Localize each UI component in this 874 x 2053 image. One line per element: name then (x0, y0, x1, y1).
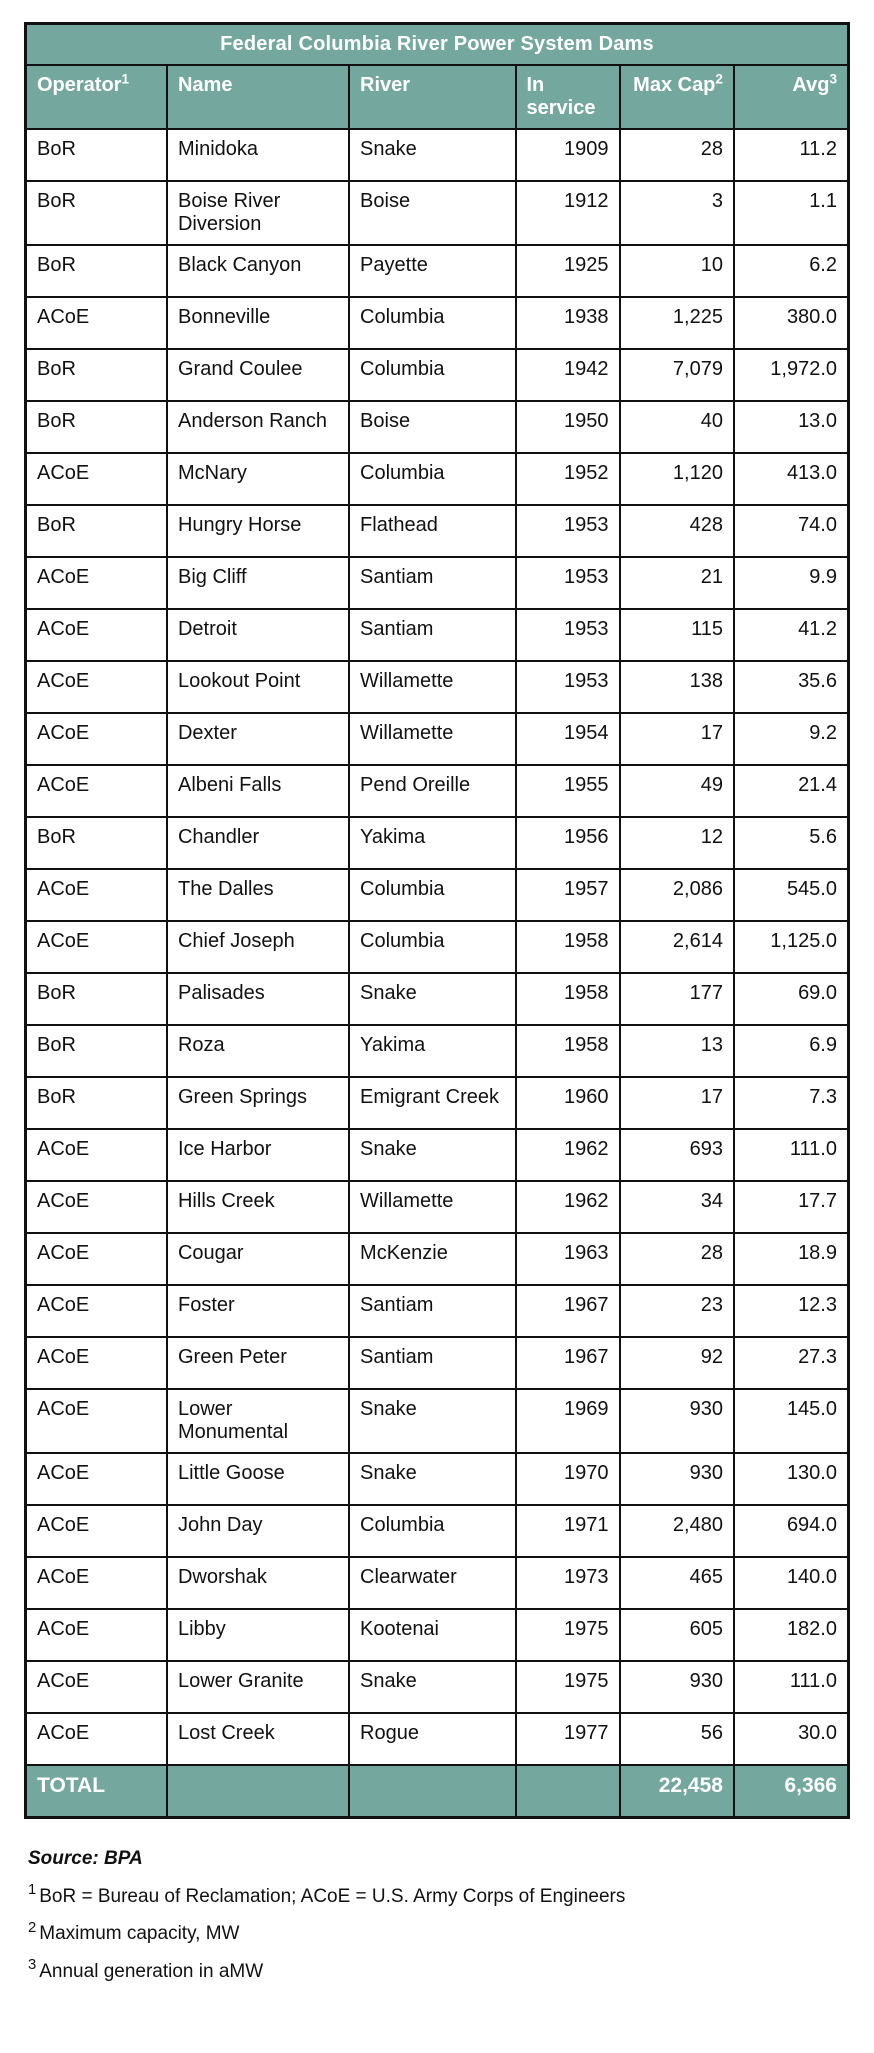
cell-river: Kootenai (349, 1609, 515, 1661)
footnote-1-marker: 1 (28, 1882, 37, 1899)
cell-avg: 182.0 (734, 1609, 849, 1661)
cell-max-cap: 930 (620, 1661, 734, 1713)
cell-max-cap: 56 (620, 1713, 734, 1765)
cell-name: Dworshak (167, 1557, 349, 1609)
cell-max-cap: 428 (620, 505, 734, 557)
cell-name: Roza (167, 1025, 349, 1077)
cell-avg: 1,972.0 (734, 349, 849, 401)
table-body (26, 129, 849, 1818)
cell-avg: 41.2 (734, 609, 849, 661)
cell-name: Hills Creek (167, 1181, 349, 1233)
total-max-cap: 22,458 (620, 1765, 734, 1818)
cell-in-service: 1963 (516, 1233, 620, 1285)
cell-max-cap: 49 (620, 765, 734, 817)
cell-name: Cougar (167, 1233, 349, 1285)
table-row (26, 1337, 849, 1389)
cell-river: Santiam (349, 1337, 515, 1389)
table-row (26, 297, 849, 349)
cell-name: Libby (167, 1609, 349, 1661)
cell-max-cap: 3 (620, 181, 734, 245)
cell-in-service: 1969 (516, 1389, 620, 1453)
cell-operator: ACoE (26, 1389, 167, 1453)
cell-in-service: 1970 (516, 1453, 620, 1505)
column-header-operator (26, 65, 167, 129)
footnote-3 (28, 1958, 850, 1987)
cell-avg: 140.0 (734, 1557, 849, 1609)
column-header-max-cap-label: Max Cap (633, 74, 716, 96)
cell-river: Yakima (349, 1025, 515, 1077)
cell-avg: 12.3 (734, 1285, 849, 1337)
table-title-row (26, 24, 849, 66)
cell-name: Little Goose (167, 1453, 349, 1505)
column-header-max-cap-footnote: 2 (715, 71, 723, 87)
cell-name: Hungry Horse (167, 505, 349, 557)
cell-avg: 13.0 (734, 401, 849, 453)
cell-max-cap: 138 (620, 661, 734, 713)
cell-in-service: 1954 (516, 713, 620, 765)
cell-operator: ACoE (26, 297, 167, 349)
column-header-in-service (516, 65, 620, 129)
cell-max-cap: 2,614 (620, 921, 734, 973)
cell-in-service: 1958 (516, 1025, 620, 1077)
cell-in-service: 1971 (516, 1505, 620, 1557)
cell-operator: BoR (26, 245, 167, 297)
fcrps-dams-table (24, 22, 850, 1819)
cell-operator: BoR (26, 817, 167, 869)
cell-avg: 18.9 (734, 1233, 849, 1285)
column-header-max-cap (620, 65, 734, 129)
column-header-operator-label: Operator (37, 74, 122, 96)
table-row (26, 973, 849, 1025)
table-row (26, 1129, 849, 1181)
cell-name: Bonneville (167, 297, 349, 349)
table-row (26, 1389, 849, 1453)
cell-name: Albeni Falls (167, 765, 349, 817)
cell-in-service: 1952 (516, 453, 620, 505)
cell-in-service: 1958 (516, 921, 620, 973)
cell-max-cap: 12 (620, 817, 734, 869)
cell-river: Snake (349, 973, 515, 1025)
cell-in-service: 1975 (516, 1609, 620, 1661)
cell-in-service: 1950 (516, 401, 620, 453)
cell-operator: ACoE (26, 869, 167, 921)
column-header-avg-label: Avg (792, 74, 830, 96)
table-row (26, 1661, 849, 1713)
cell-operator: ACoE (26, 661, 167, 713)
cell-avg: 11.2 (734, 129, 849, 181)
cell-river: Emigrant Creek (349, 1077, 515, 1129)
cell-name: Minidoka (167, 129, 349, 181)
cell-operator: ACoE (26, 609, 167, 661)
cell-avg: 694.0 (734, 1505, 849, 1557)
footnote-source: Source: BPA (28, 1848, 143, 1869)
table-row (26, 453, 849, 505)
cell-avg: 380.0 (734, 297, 849, 349)
cell-operator: ACoE (26, 1557, 167, 1609)
cell-in-service: 1912 (516, 181, 620, 245)
cell-max-cap: 930 (620, 1453, 734, 1505)
cell-river: Boise (349, 181, 515, 245)
cell-operator: BoR (26, 505, 167, 557)
table-title: Federal Columbia River Power System Dams (26, 24, 849, 66)
cell-max-cap: 2,480 (620, 1505, 734, 1557)
column-header-avg (734, 65, 849, 129)
column-header-river-label: River (360, 74, 411, 96)
cell-name: Lower Granite (167, 1661, 349, 1713)
cell-river: Columbia (349, 297, 515, 349)
cell-operator: ACoE (26, 1661, 167, 1713)
cell-river: Rogue (349, 1713, 515, 1765)
cell-in-service: 1962 (516, 1129, 620, 1181)
cell-name: John Day (167, 1505, 349, 1557)
column-header-avg-footnote: 3 (829, 71, 837, 87)
footnote-2-text: Maximum capacity, MW (39, 1923, 240, 1944)
table-row (26, 1233, 849, 1285)
cell-in-service: 1953 (516, 505, 620, 557)
footnote-3-text: Annual generation in aMW (39, 1960, 264, 1982)
cell-avg: 9.2 (734, 713, 849, 765)
cell-river: Columbia (349, 453, 515, 505)
cell-name: Lost Creek (167, 1713, 349, 1765)
table-row (26, 129, 849, 181)
total-label: TOTAL (26, 1765, 167, 1818)
cell-operator: BoR (26, 1025, 167, 1077)
cell-avg: 130.0 (734, 1453, 849, 1505)
footnote-1-text: BoR = Bureau of Reclamation; ACoE = U.S. Army Corps of Engineers (39, 1885, 626, 1907)
cell-river: Santiam (349, 609, 515, 661)
cell-max-cap: 1,225 (620, 297, 734, 349)
cell-operator: ACoE (26, 1285, 167, 1337)
cell-operator: ACoE (26, 713, 167, 765)
cell-name: Big Cliff (167, 557, 349, 609)
table-row (26, 1713, 849, 1765)
cell-avg: 1,125.0 (734, 921, 849, 973)
table-row (26, 1077, 849, 1129)
table-row (26, 869, 849, 921)
table-row (26, 245, 849, 297)
cell-avg: 1.1 (734, 181, 849, 245)
column-header-river (349, 65, 515, 129)
footnote-2 (28, 1920, 850, 1949)
cell-river: Pend Oreille (349, 765, 515, 817)
cell-avg: 545.0 (734, 869, 849, 921)
cell-avg: 35.6 (734, 661, 849, 713)
cell-operator: BoR (26, 129, 167, 181)
cell-max-cap: 930 (620, 1389, 734, 1453)
cell-river: Snake (349, 1453, 515, 1505)
cell-max-cap: 28 (620, 129, 734, 181)
cell-avg: 5.6 (734, 817, 849, 869)
table-header (26, 24, 849, 130)
cell-max-cap: 40 (620, 401, 734, 453)
cell-river: Columbia (349, 349, 515, 401)
table-row (26, 1453, 849, 1505)
column-header-name-label: Name (177, 74, 233, 96)
cell-name: Ice Harbor (167, 1129, 349, 1181)
table-row (26, 557, 849, 609)
cell-name: Grand Coulee (167, 349, 349, 401)
cell-name: Lookout Point (167, 661, 349, 713)
table-row (26, 921, 849, 973)
table-footnotes (24, 1845, 850, 1986)
cell-river: Willamette (349, 1181, 515, 1233)
cell-name: Palisades (167, 973, 349, 1025)
column-header-operator-footnote: 1 (121, 71, 130, 87)
cell-name: Lower Monumental (167, 1389, 349, 1453)
table-row (26, 661, 849, 713)
cell-max-cap: 17 (620, 713, 734, 765)
footnote-1 (28, 1883, 850, 1912)
cell-max-cap: 13 (620, 1025, 734, 1077)
cell-avg: 27.3 (734, 1337, 849, 1389)
cell-operator: ACoE (26, 1505, 167, 1557)
table-row (26, 505, 849, 557)
cell-river: Santiam (349, 557, 515, 609)
cell-name: Dexter (167, 713, 349, 765)
total-river (349, 1765, 515, 1818)
cell-river: Snake (349, 1661, 515, 1713)
cell-operator: BoR (26, 401, 167, 453)
cell-avg: 413.0 (734, 453, 849, 505)
cell-max-cap: 7,079 (620, 349, 734, 401)
cell-river: Columbia (349, 921, 515, 973)
cell-max-cap: 115 (620, 609, 734, 661)
cell-avg: 111.0 (734, 1129, 849, 1181)
table-row (26, 1609, 849, 1661)
cell-name: Anderson Ranch (167, 401, 349, 453)
cell-operator: BoR (26, 1077, 167, 1129)
cell-river: Willamette (349, 661, 515, 713)
cell-max-cap: 23 (620, 1285, 734, 1337)
cell-name: Boise River Diversion (167, 181, 349, 245)
cell-name: The Dalles (167, 869, 349, 921)
cell-avg: 6.9 (734, 1025, 849, 1077)
cell-avg: 74.0 (734, 505, 849, 557)
cell-operator: BoR (26, 973, 167, 1025)
cell-river: Santiam (349, 1285, 515, 1337)
cell-operator: ACoE (26, 1453, 167, 1505)
cell-in-service: 1967 (516, 1285, 620, 1337)
cell-in-service: 1953 (516, 557, 620, 609)
cell-in-service: 1938 (516, 297, 620, 349)
column-header-in-service-label: In service (526, 74, 596, 119)
cell-operator: ACoE (26, 1181, 167, 1233)
total-in-service (516, 1765, 620, 1818)
cell-operator: ACoE (26, 765, 167, 817)
cell-river: Snake (349, 1129, 515, 1181)
cell-river: Willamette (349, 713, 515, 765)
table-row (26, 1557, 849, 1609)
cell-river: Flathead (349, 505, 515, 557)
cell-in-service: 1953 (516, 609, 620, 661)
cell-river: Clearwater (349, 1557, 515, 1609)
cell-in-service: 1958 (516, 973, 620, 1025)
cell-avg: 9.9 (734, 557, 849, 609)
cell-max-cap: 2,086 (620, 869, 734, 921)
table-column-header-row (26, 65, 849, 129)
cell-in-service: 1977 (516, 1713, 620, 1765)
cell-operator: BoR (26, 181, 167, 245)
cell-in-service: 1975 (516, 1661, 620, 1713)
table-row (26, 181, 849, 245)
cell-avg: 145.0 (734, 1389, 849, 1453)
cell-max-cap: 605 (620, 1609, 734, 1661)
cell-operator: ACoE (26, 1713, 167, 1765)
cell-operator: ACoE (26, 453, 167, 505)
cell-max-cap: 465 (620, 1557, 734, 1609)
cell-operator: ACoE (26, 1337, 167, 1389)
cell-max-cap: 34 (620, 1181, 734, 1233)
cell-operator: BoR (26, 349, 167, 401)
table-total-row (26, 1765, 849, 1818)
cell-operator: ACoE (26, 1233, 167, 1285)
table-row (26, 349, 849, 401)
cell-max-cap: 17 (620, 1077, 734, 1129)
footnote-3-marker: 3 (28, 1957, 37, 1974)
cell-river: Snake (349, 129, 515, 181)
cell-river: Boise (349, 401, 515, 453)
cell-in-service: 1942 (516, 349, 620, 401)
table-row (26, 1025, 849, 1077)
total-avg: 6,366 (734, 1765, 849, 1818)
cell-river: Yakima (349, 817, 515, 869)
cell-in-service: 1960 (516, 1077, 620, 1129)
cell-river: Snake (349, 1389, 515, 1453)
cell-avg: 7.3 (734, 1077, 849, 1129)
cell-name: McNary (167, 453, 349, 505)
cell-in-service: 1953 (516, 661, 620, 713)
table-row (26, 817, 849, 869)
table-row (26, 713, 849, 765)
cell-name: Green Springs (167, 1077, 349, 1129)
cell-name: Detroit (167, 609, 349, 661)
cell-in-service: 1962 (516, 1181, 620, 1233)
cell-river: McKenzie (349, 1233, 515, 1285)
table-row (26, 609, 849, 661)
cell-avg: 111.0 (734, 1661, 849, 1713)
cell-avg: 30.0 (734, 1713, 849, 1765)
cell-operator: ACoE (26, 921, 167, 973)
cell-in-service: 1956 (516, 817, 620, 869)
cell-operator: ACoE (26, 1129, 167, 1181)
cell-max-cap: 10 (620, 245, 734, 297)
cell-max-cap: 177 (620, 973, 734, 1025)
column-header-name (167, 65, 349, 129)
total-name (167, 1765, 349, 1818)
cell-avg: 69.0 (734, 973, 849, 1025)
cell-max-cap: 1,120 (620, 453, 734, 505)
cell-in-service: 1909 (516, 129, 620, 181)
cell-name: Chandler (167, 817, 349, 869)
cell-in-service: 1967 (516, 1337, 620, 1389)
cell-river: Columbia (349, 1505, 515, 1557)
cell-avg: 6.2 (734, 245, 849, 297)
footnote-2-marker: 2 (28, 1919, 37, 1936)
cell-operator: ACoE (26, 1609, 167, 1661)
cell-river: Payette (349, 245, 515, 297)
cell-name: Black Canyon (167, 245, 349, 297)
cell-in-service: 1925 (516, 245, 620, 297)
cell-name: Chief Joseph (167, 921, 349, 973)
table-row (26, 401, 849, 453)
table-row (26, 1181, 849, 1233)
cell-max-cap: 92 (620, 1337, 734, 1389)
cell-max-cap: 28 (620, 1233, 734, 1285)
table-row (26, 765, 849, 817)
cell-river: Columbia (349, 869, 515, 921)
table-row (26, 1285, 849, 1337)
cell-max-cap: 693 (620, 1129, 734, 1181)
cell-avg: 17.7 (734, 1181, 849, 1233)
cell-operator: ACoE (26, 557, 167, 609)
cell-name: Green Peter (167, 1337, 349, 1389)
cell-in-service: 1957 (516, 869, 620, 921)
cell-name: Foster (167, 1285, 349, 1337)
cell-avg: 21.4 (734, 765, 849, 817)
cell-max-cap: 21 (620, 557, 734, 609)
cell-in-service: 1955 (516, 765, 620, 817)
table-row (26, 1505, 849, 1557)
cell-in-service: 1973 (516, 1557, 620, 1609)
